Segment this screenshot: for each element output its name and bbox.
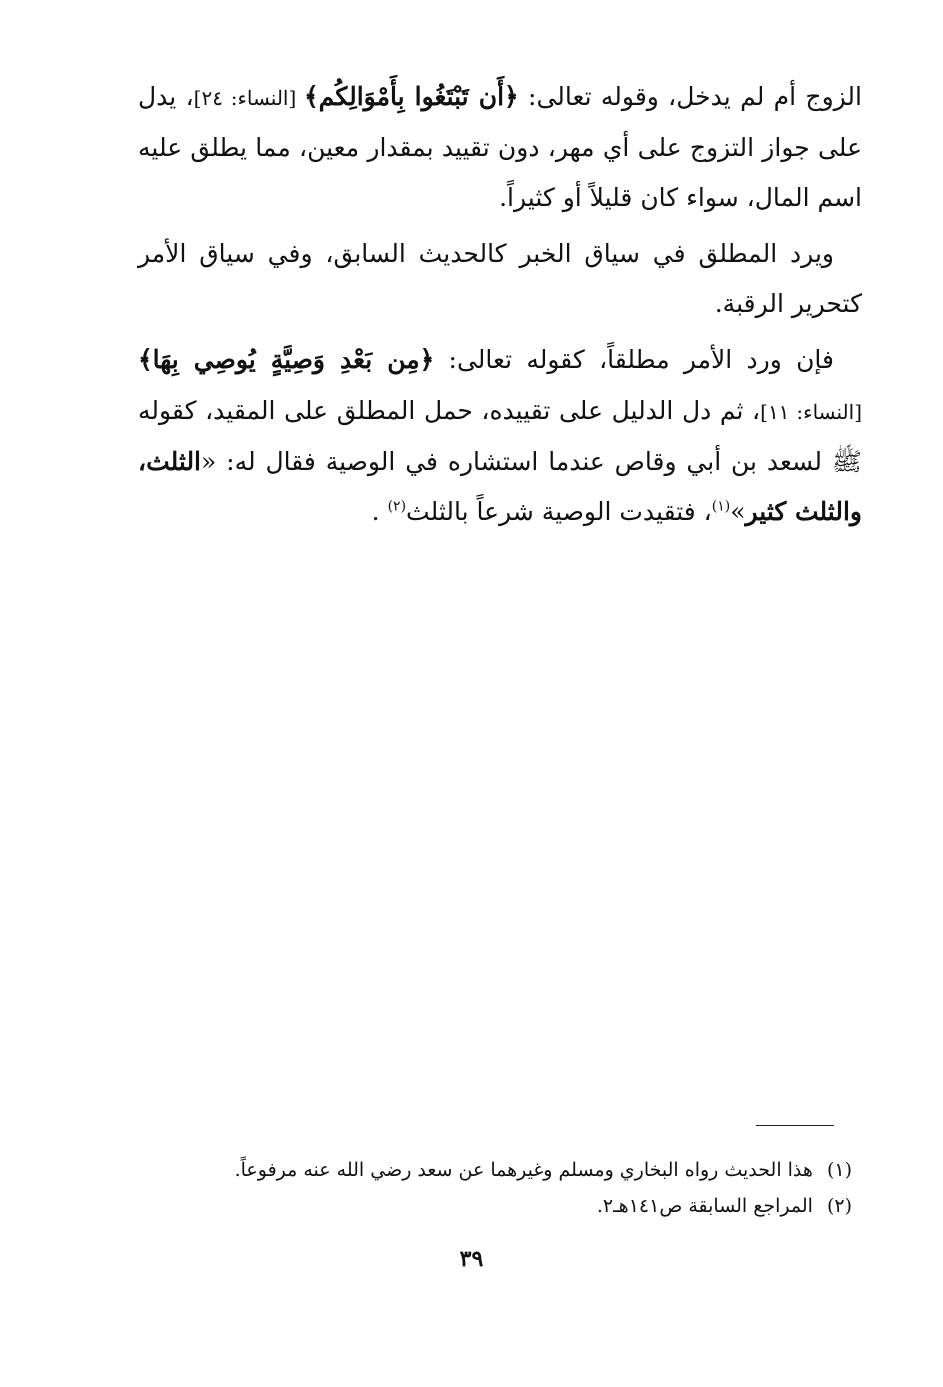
paragraph-1-text-a: الزوج أم لم يدخل، وقوله تعالى:: [518, 82, 862, 111]
paragraph-3-text-d: ، فتقيدت الوصية شرعاً بالثلث: [406, 497, 712, 526]
verse-reference: [النساء: ١١]: [760, 400, 862, 424]
footnote-marker-2: (٢): [387, 498, 407, 515]
hadith-quote: الثلث، والثلث كثير: [138, 447, 862, 526]
footnote-1: [180, 1152, 852, 1188]
verse-reference: [النساء: ٢٤]: [193, 86, 305, 110]
footnote-text: المراجع السابقة ص١٤١هـ٢.: [596, 1195, 813, 1217]
footnote-number: (١): [826, 1159, 852, 1181]
paragraph-3-text-e: .: [371, 497, 388, 526]
quran-verse: ﴿أَن تَبْتَغُوا بِأَمْوَالِكُم﴾: [304, 82, 519, 111]
paragraph-3: [138, 335, 862, 537]
page-number: ٣٩: [459, 1246, 484, 1272]
paragraph-2-text: ويرد المطلق في سياق الخبر كالحديث السابق، وفي سياق الأمر كتحرير الرقبة.: [138, 239, 862, 318]
quran-verse: ﴿مِن بَعْدِ وَصِيَّةٍ يُوصِي بِهَا﴾: [138, 345, 435, 374]
paragraph-3-text-b: ، ثم دل الدليل على تقييده، حمل المطلق على المقيد، كقوله ﷺ لسعد بن أبي وقاص عندما استشاره في الوصية فقال له: «: [138, 396, 862, 476]
paragraph-1: [138, 72, 862, 223]
paragraph-3-text-a: فإن ورد الأمر مطلقاً، كقوله تعالى:: [434, 345, 834, 374]
body-text: [138, 72, 862, 543]
footnote-number: (٢): [826, 1195, 852, 1217]
footnote-2: [180, 1188, 852, 1224]
footnote-text: هذا الحديث رواه البخاري ومسلم وغيرهما عن سعد رضي الله عنه مرفوعاً.: [234, 1159, 813, 1181]
footnote-marker-1: (١): [711, 498, 731, 515]
footnote-separator: [756, 1125, 834, 1126]
paragraph-2: [138, 229, 862, 329]
paragraph-1-text-b: ، يدل على جواز التزوج على أي مهر، دون تقييد بمقدار معين، مما يطلق عليه اسم المال، سواء كان قليلاً أو كثيراً.: [138, 82, 862, 212]
paragraph-3-text-c: »: [730, 497, 746, 526]
footnotes: [180, 1152, 852, 1224]
